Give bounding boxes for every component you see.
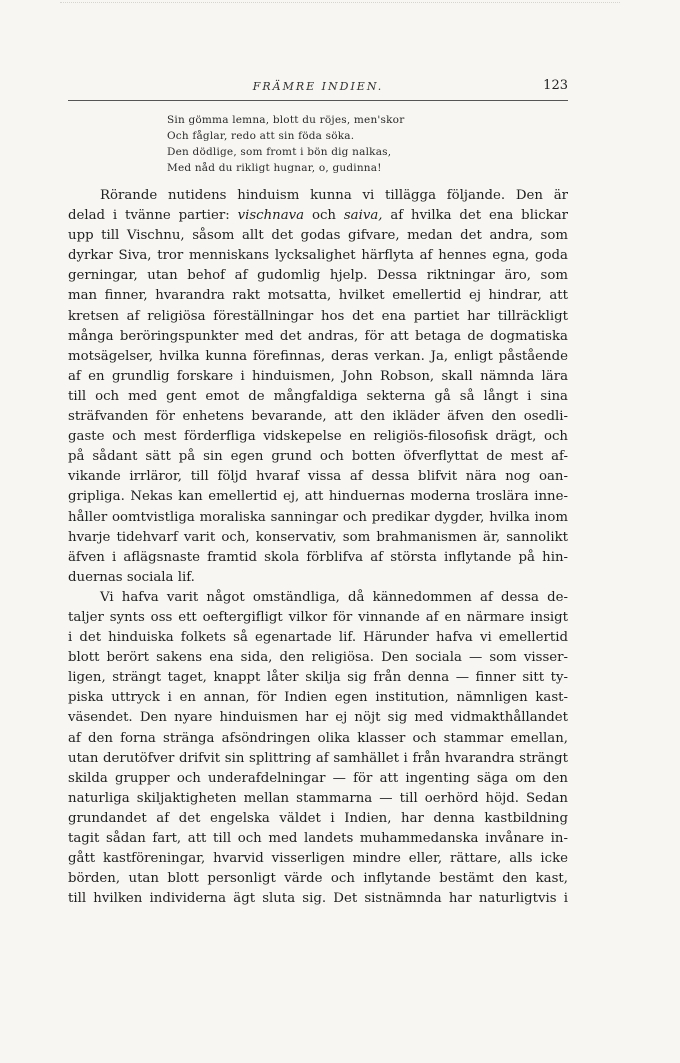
text-line: grundandet af det engelska väldet i Indien, har denna kastbildning <box>68 810 568 826</box>
text-run: och <box>304 208 344 224</box>
text-line: gått kastföreningar, hvarvid visserligen mindre eller, rättare, alls icke <box>68 851 568 867</box>
text-line: Vi hafva varit något omständliga, då kännedommen af dessa de- <box>100 589 568 605</box>
text-line: gripliga. Nekas kan emellertid ej, att hinduernas moderna troslära inne- <box>68 489 568 505</box>
verse-block <box>167 112 497 176</box>
paragraph-1 <box>68 186 568 588</box>
text-line: i det hinduiska folkets så egenartade lif. Härunder hafva vi emellertid <box>68 630 568 646</box>
term-saiva: saiva, <box>343 208 383 224</box>
running-head <box>68 80 568 102</box>
text-line: ligen, strängt taget, knappt låter skilja sig från denna — finner sitt ty- <box>68 670 568 686</box>
text-line: till hvilken individerna ägt sluta sig. Det sistnämnda har naturligtvis i <box>68 891 568 907</box>
page-number: 123 <box>543 78 568 93</box>
verse-line: Och fåglar, redo att sin föda söka. <box>167 130 355 142</box>
text-line: börden, utan blott personligt värde och inflytande bestämt den kast, <box>68 871 568 887</box>
text-line: taljer synts oss ett oeftergifligt vilkor för vinnande af en närmare insigt <box>68 609 568 625</box>
text-line: väsendet. Den nyare hinduismen har ej nöjt sig med vidmakthållandet <box>68 710 568 726</box>
scan-edge-artifact <box>60 2 620 11</box>
text-line: gaste och mest förderfliga vidskepelse en religiös-filosofisk drägt, och <box>68 429 568 445</box>
text-line: dyrkar Siva, tror menniskans lycksalighet härflyta af hennes egna, goda <box>68 248 568 264</box>
text-run: delad i tvänne partier: <box>68 208 238 224</box>
verse-line: Den dödlige, som fromt i bön dig nalkas, <box>167 146 392 158</box>
text-line: man finner, hvarandra rakt motsatta, hvilket emellertid ej hindrar, att <box>68 288 568 304</box>
term-vischnava: vischnava <box>237 208 305 224</box>
text-line: tagit sådan fart, att till och med landets muhammedanska invånare in- <box>68 831 568 846</box>
text-line: duernas sociala lif. <box>68 569 195 585</box>
text-line: naturliga skiljaktigheten mellan stammarna — till oerhörd höjd. Sedan <box>68 790 568 806</box>
text-line: blott berört sakens ena sida, den religiösa. Den sociala — som visser- <box>68 650 568 666</box>
text-line: af den forna stränga afsöndringen olika klasser och stammar emellan, <box>68 730 568 746</box>
text-line: af en grundlig forskare i hinduismen, John Robson, skall nämnda lära <box>68 368 568 384</box>
text-run: af hvilka det ena blickar <box>382 208 568 224</box>
text-line: på sådant sätt på sin egen grund och botten öfverflyttat de mest af- <box>68 449 568 465</box>
text-line: piska uttryck i en annan, för Indien egen institution, nämnligen kast- <box>68 690 568 706</box>
text-line: Rörande nutidens hinduism kunna vi tillägga följande. Den är <box>100 188 568 203</box>
text-line: många beröringspunkter med det andras, för att betaga de dogmatiska <box>68 328 568 344</box>
text-line: kretsen af religiösa föreställningar hos det ena partiet har tillräckligt <box>68 308 568 324</box>
text-line: utan derutöfver drifvit sin splittring af samhället i från hvarandra strängt <box>68 750 568 766</box>
verse-line: Med nåd du rikligt hugnar, o, gudinna! <box>167 162 382 174</box>
verse-line: Sin gömma lemna, blott du röjes, men'skor <box>167 114 405 126</box>
text-line: äfven i aflägsnaste framtid skola förblifva af största inflytande på hin- <box>68 549 568 565</box>
running-head-title: FRÄMRE INDIEN. <box>252 80 384 93</box>
text-line: upp till Vischnu, såsom allt det godas gifvare, medan det andra, som <box>68 228 568 244</box>
text-line: sträfvanden för enhetens bevarande, att den ikläder äfven den osedli- <box>68 409 568 425</box>
text-line: hvarje tidehvarf varit och, konservativ, som brahmanismen är, sannolikt <box>68 529 568 545</box>
text-line: skilda grupper och underafdelningar — för att ingenting säga om den <box>68 770 568 786</box>
header-rule <box>68 100 568 101</box>
text-line: gerningar, utan behof af gudomlig hjelp. Dessa riktningar äro, som <box>68 268 568 284</box>
text-line <box>68 206 568 226</box>
text-line: till och med gent emot de mångfaldiga sekterna gå så långt i sina <box>68 388 568 404</box>
text-line: motsägelser, hvilka kunna förefinnas, deras verkan. Ja, enligt påstående <box>68 348 568 364</box>
paragraph-2 <box>68 588 568 910</box>
text-line: håller oomtvistliga moraliska sanningar och predikar dygder, hvilka inom <box>68 509 568 525</box>
body-text <box>68 186 568 909</box>
text-line: vikande irrläror, till följd hvaraf vissa af dessa blifvit nära nog oan- <box>68 469 568 485</box>
